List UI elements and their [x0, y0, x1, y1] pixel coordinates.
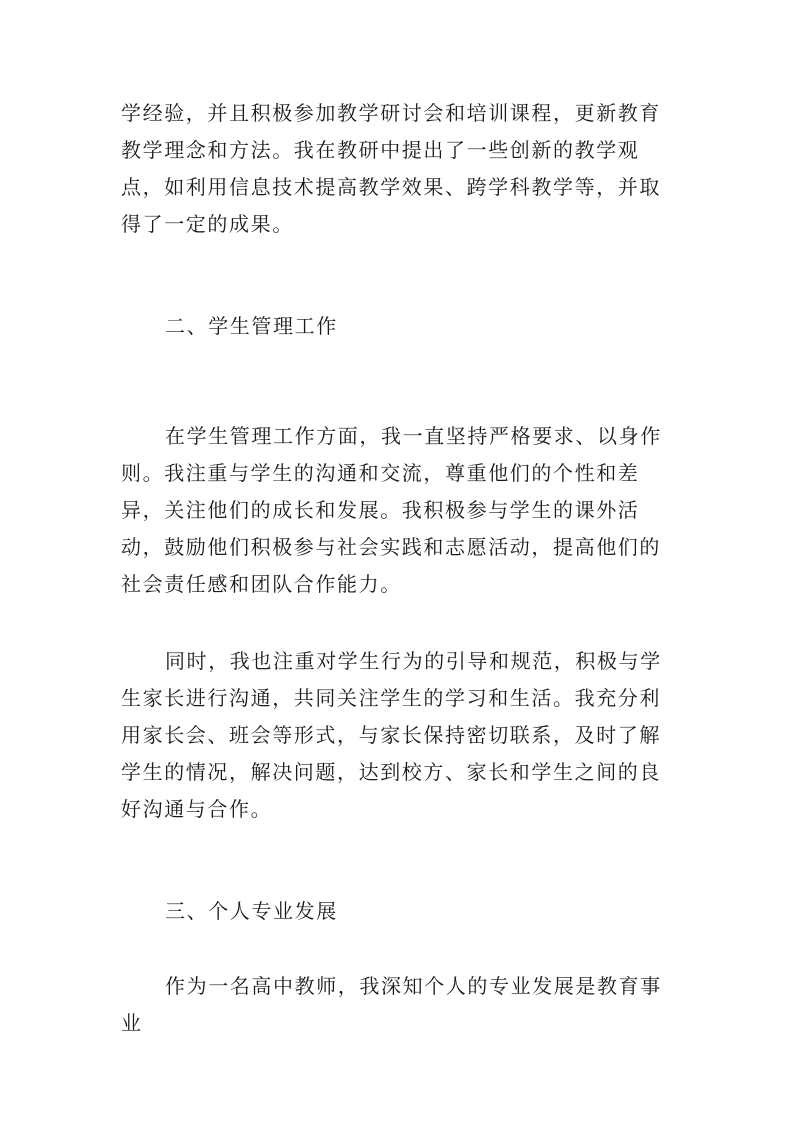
paragraph-parent-communication: 同时，我也注重对学生行为的引导和规范，积极与学生家长进行沟通，共同关注学生的学习和生活。我充分利用家长会、班会等形式，与家长保持密切联系，及时了解学生的情况，解决问题，达到校方、家长和学生之间的良好沟通与合作。: [121, 649, 662, 821]
section-heading-student-management: 二、学生管理工作: [165, 314, 338, 338]
paragraph-professional-development: 作为一名高中教师，我深知个人的专业发展是教育事业: [121, 974, 662, 1035]
section-heading-professional-development: 三、个人专业发展: [165, 899, 338, 923]
paragraph-student-management: 在学生管理工作方面，我一直坚持严格要求、以身作则。我注重与学生的沟通和交流，尊重他们的个性和差异，关注他们的成长和发展。我积极参与学生的课外活动，鼓励他们积极参与社会实践和志愿活动，提高他们的社会责任感和团队合作能力。: [121, 424, 662, 596]
paragraph-continued-teaching-experience: 学经验，并且积极参加教学研讨会和培训课程，更新教育教学理念和方法。我在教研中提出了一些创新的教学观点，如利用信息技术提高教学效果、跨学科教学等，并取得了一定的成果。: [121, 101, 661, 236]
